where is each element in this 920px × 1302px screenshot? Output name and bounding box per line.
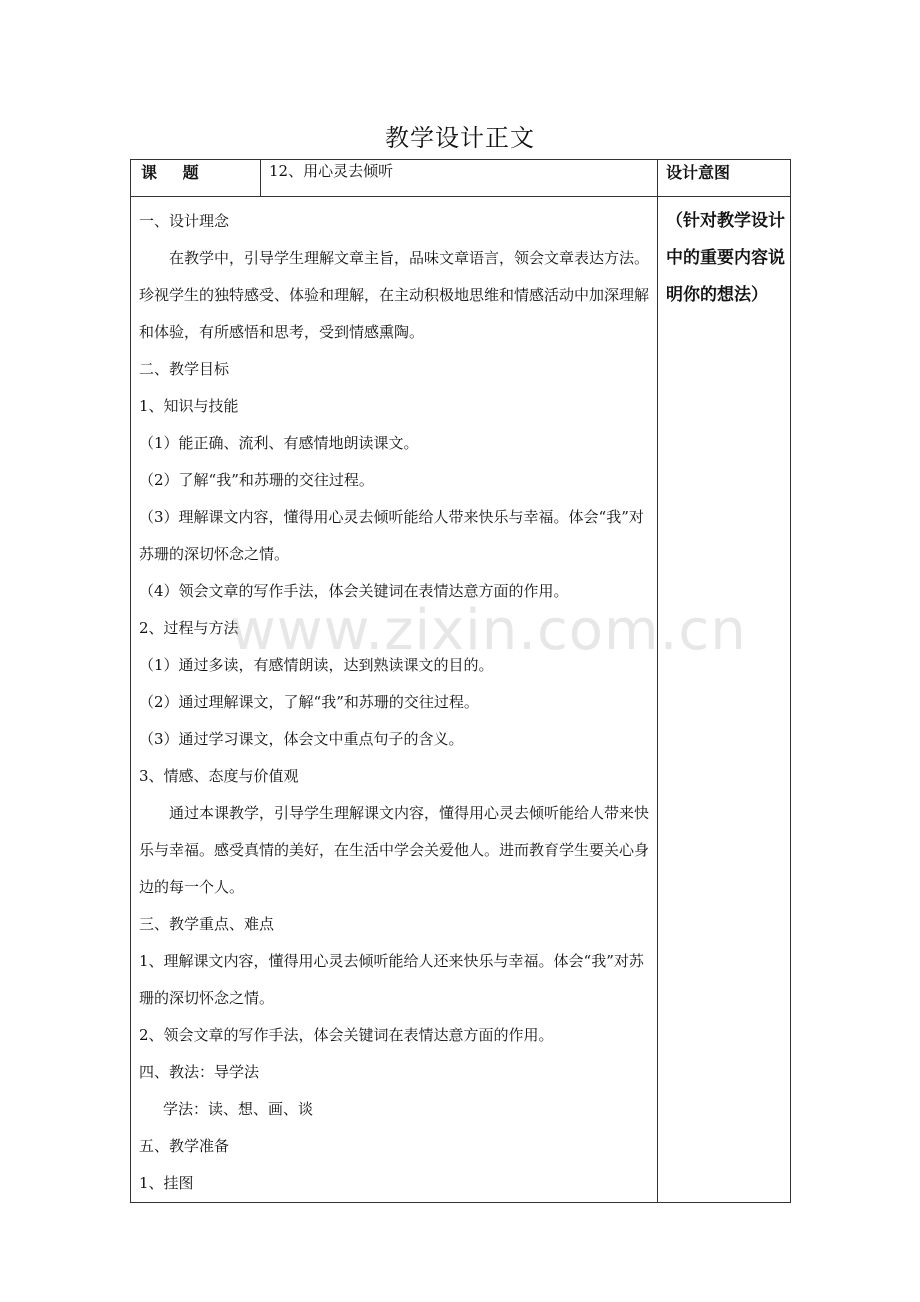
list-item: 2、领会文章的写作手法，体会关键词在表情达意方面的作用。 (139, 1026, 554, 1044)
subsection-heading: 3、情感、态度与价值观 (139, 767, 299, 785)
paragraph: 通过本课教学，引导学生理解课文内容，懂得用心灵去倾听能给人带来快乐与幸福。感受真情的美好，在生活中学会关爱他人。进而教育学生要关心身边的每一个人。 (139, 804, 650, 896)
table-header-row (131, 160, 791, 197)
subsection-heading: 2、过程与方法 (139, 619, 239, 637)
list-item: （3）理解课文内容，懂得用心灵去倾听能给人带来快乐与幸福。体会“我”对苏珊的深切怀念之情。 (139, 508, 644, 563)
paragraph: 在教学中，引导学生理解文章主旨，品味文章语言，领会文章表达方法。珍视学生的独特感受、体验和理解，在主动积极地思维和情感活动中加深理解和体验，有所感悟和思考，受到情感熏陶。 (139, 249, 650, 341)
watermark: www.zixin.com.cn (230, 598, 747, 663)
list-item: （2）了解“我”和苏珊的交往过程。 (139, 471, 374, 489)
list-item: （1）通过多读，有感情朗读，达到熟读课文的目的。 (139, 656, 494, 674)
topic-label-cell (131, 160, 261, 197)
lesson-plan-table (130, 159, 791, 1203)
topic-label: 课 题 (141, 163, 209, 182)
list-item: （1）能正确、流利、有感情地朗读课文。 (139, 434, 419, 452)
section-heading: 一、设计理念 (139, 212, 230, 230)
section-heading: 五、教学准备 (139, 1137, 230, 1155)
list-item: （3）通过学习课文，体会文中重点句子的含义。 (139, 730, 464, 748)
table-body-row (131, 197, 791, 1203)
section-heading: 四、教法：导学法 (139, 1063, 260, 1081)
lesson-content-cell (131, 197, 658, 1203)
section-heading: 二、教学目标 (139, 360, 230, 378)
page-title: 教学设计正文 (385, 124, 535, 152)
list-item: （2）通过理解课文，了解“我”和苏珊的交往过程。 (139, 693, 479, 711)
section-heading: 三、教学重点、难点 (139, 915, 275, 933)
design-intent-note: （针对教学设计中的重要内容说明你的想法） (658, 197, 791, 1203)
list-item: 1、理解课文内容，懂得用心灵去倾听能给人还来快乐与幸福。体会“我”对苏珊的深切怀念之情。 (139, 952, 644, 1007)
design-intent-header: 设计意图 (658, 160, 791, 197)
subsection-heading: 1、知识与技能 (139, 397, 239, 415)
list-item: 1、挂图 (139, 1174, 194, 1192)
learning-method: 学法：读、想、画、谈 (163, 1100, 314, 1118)
topic-value: 12、用心灵去倾听 (261, 160, 658, 197)
list-item: （4）领会文章的写作手法，体会关键词在表情达意方面的作用。 (139, 582, 569, 600)
